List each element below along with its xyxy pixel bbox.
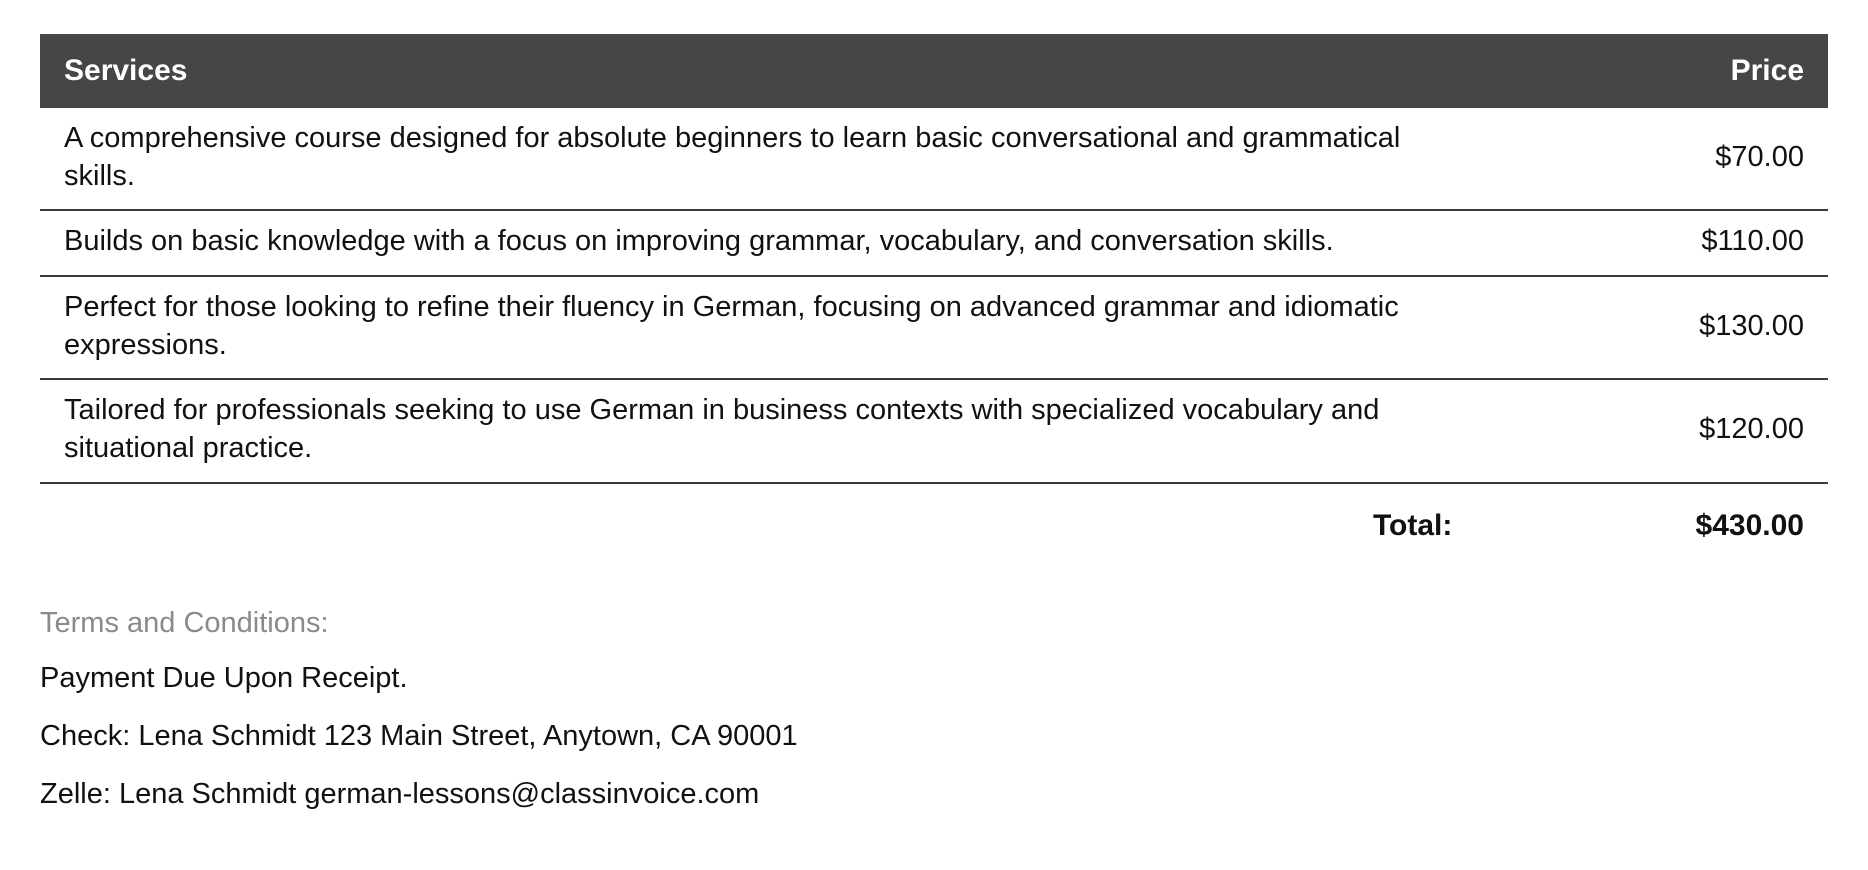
table-row bbox=[40, 276, 1828, 379]
total-label: Total: bbox=[1372, 508, 1453, 542]
table-body bbox=[40, 108, 1828, 555]
terms-title: Terms and Conditions: bbox=[40, 606, 329, 639]
terms-line-check: Check: Lena Schmidt 123 Main Street, Anytown, CA 90001 bbox=[40, 720, 798, 753]
table-header bbox=[40, 34, 1828, 108]
total-amount: $430.00 bbox=[1695, 508, 1804, 542]
service-price: $120.00 bbox=[1470, 379, 1828, 482]
services-table bbox=[40, 34, 1828, 555]
terms-line-zelle: Zelle: Lena Schmidt german-lessons@classinvoice.com bbox=[40, 778, 760, 811]
table-header-row bbox=[40, 34, 1828, 108]
service-price: $110.00 bbox=[1470, 210, 1828, 276]
total-row bbox=[40, 483, 1828, 555]
service-description: Perfect for those looking to refine their fluency in German, focusing on advanced grammar and idiomatic expressions. bbox=[40, 276, 1470, 379]
service-description: Builds on basic knowledge with a focus on improving grammar, vocabulary, and conversation skills. bbox=[40, 210, 1470, 276]
service-description: Tailored for professionals seeking to use German in business contexts with specialized vocabulary and situational practice. bbox=[40, 379, 1470, 482]
column-header-services: Services bbox=[40, 34, 1470, 108]
column-header-price: Price bbox=[1470, 34, 1828, 108]
service-price: $130.00 bbox=[1470, 276, 1828, 379]
table-row bbox=[40, 210, 1828, 276]
service-description: A comprehensive course designed for absolute beginners to learn basic conversational and grammatical skills. bbox=[40, 108, 1470, 210]
table-row bbox=[40, 108, 1828, 210]
terms-and-conditions-section bbox=[40, 607, 1828, 813]
service-price: $70.00 bbox=[1470, 108, 1828, 210]
table-row bbox=[40, 379, 1828, 482]
terms-line-payment: Payment Due Upon Receipt. bbox=[40, 661, 408, 694]
